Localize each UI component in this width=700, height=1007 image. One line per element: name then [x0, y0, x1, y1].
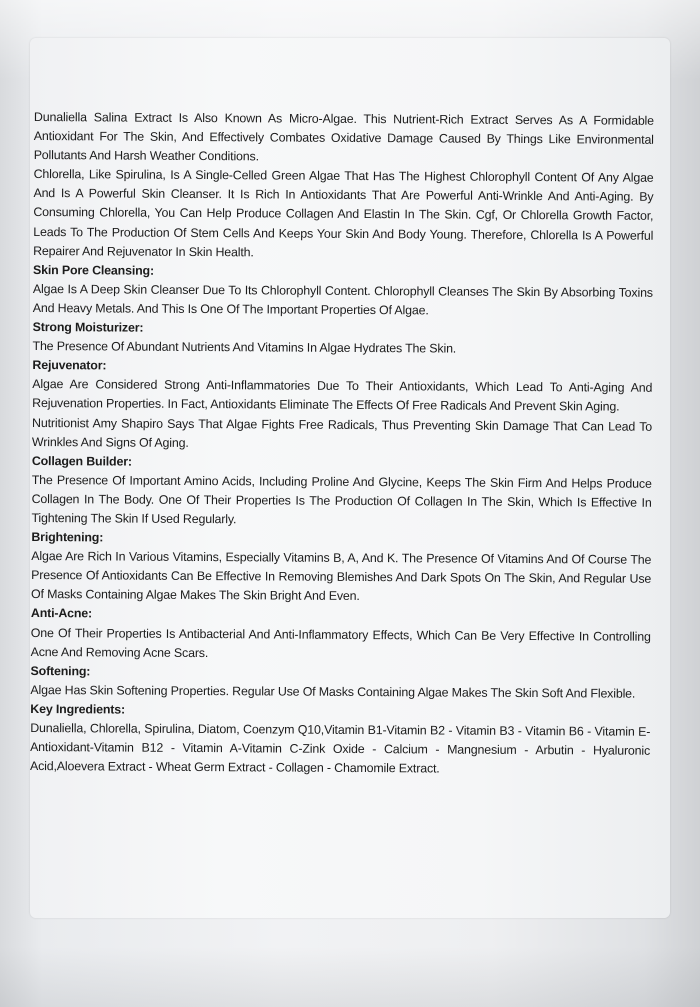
heading-collagen-builder: Collagen Builder:	[31, 453, 132, 469]
paragraph-rejuvenator: Algae Are Considered Strong Anti-Inflammatories Due To Their Antioxidants, Which Lead To Anti-Aging And Rejuvenation Properties. In Fact, Antioxidants Eliminate The Effects Of Free Radicals And Prevent Skin Aging.	[32, 377, 653, 414]
paragraph-skin-pore-cleansing: Algae Is A Deep Skin Cleanser Due To Its Chlorophyll Content. Chlorophyll Cleanses The Skin By Absorbing Toxins And Heavy Metals. And This Is One Of The Important Properties Of Algae.	[32, 281, 653, 318]
paragraph-strong-moisturizer: The Presence Of Abundant Nutrients And Vitamins In Algae Hydrates The Skin.	[32, 339, 457, 356]
heading-strong-moisturizer: Strong Moisturizer:	[32, 320, 144, 335]
paragraph-dunaliella: Dunaliella Salina Extract Is Also Known As Micro-Algae. This Nutrient-Rich Extract Serves As A Formidable Antioxidant For The Skin, And Effectively Combates Oxidative Damage Caused By Things Like Environmental Pollutants And Harsh Weather Conditions.	[33, 109, 654, 164]
heading-skin-pore-cleansing: Skin Pore Cleansing:	[32, 262, 154, 278]
paragraph-collagen-builder: The Presence Of Important Amino Acids, Including Proline And Glycine, Keeps The Skin Firm And Helps Produce Collagen In The Body. One Of Their Properties Is The Production Of Collagen In The Skin, Which Is Effective In Tightening The Skin If Used Regularly.	[31, 472, 652, 527]
paragraph-softening: Algae Has Skin Softening Properties. Regular Use Of Masks Containing Algae Makes The Skin Soft And Flexible.	[30, 682, 636, 701]
paragraph-anti-acne: One Of Their Properties Is Antibacterial And Anti-Inflammatory Effects, Which Can Be Very Effective In Controlling Acne And Removing Acne Scars.	[30, 625, 651, 660]
heading-brightening: Brightening:	[31, 530, 104, 545]
heading-softening: Softening:	[30, 663, 91, 679]
label-text	[30, 108, 654, 780]
paragraph-nutritionist: Nutritionist Amy Shapiro Says That Algae Fights Free Radicals, Thus Preventing Skin Damage That Can Lead To Wrinkles And Signs Of Aging.	[31, 415, 653, 450]
paragraph-brightening: Algae Are Rich In Various Vitamins, Especially Vitamins B, A, And K. The Presence Of Vitamins And Of Course The Presence Of Antioxidants Can Be Effective In Removing Blemishes And Dark Spots On The Skin, And Regular Use Of Masks Containing Algae Makes The Skin Bright And Even.	[30, 549, 652, 604]
paragraph-chlorella: Chlorella, Like Spirulina, Is A Single-Celled Green Algae That Has The Highest Chlorophyll Content Of Any Algae And Is A Powerful Skin Cleanser. It Is Rich In Antioxidants That Are Powerful Anti-Wrinkle And Anti-Aging. By Consuming Chlorella, You Can Help Produce Collagen And Elastin In The Skin. Cgf, Or Chlorella Growth Factor, Leads To The Production Of Stem Cells And Keeps Your Skin And Body Young. Therefore, Chlorella Is A Powerful Repairer And Rejuvenator In Skin Health.	[33, 167, 654, 260]
heading-anti-acne: Anti-Acne:	[30, 606, 93, 621]
paragraph-key-ingredients: Dunaliella, Chlorella, Spirulina, Diatom, Coenzym Q10,Vitamin B1-Vitamin B2 - Vitamin B3 - Vitamin B6 - Vitamin E- Antioxidant-Vitamin B12 - Vitamin A-Vitamin C-Zink Oxide - Calcium - Mangnesium - Arbutin - Hyaluronic Acid,Aloevera Extract - Wheat Germ Extract - Collagen - Chamomile Extract.	[29, 720, 651, 776]
bottle-shadow	[0, 947, 700, 1007]
heading-key-ingredients: Key Ingredients:	[30, 701, 126, 717]
heading-rejuvenator: Rejuvenator:	[32, 358, 107, 373]
